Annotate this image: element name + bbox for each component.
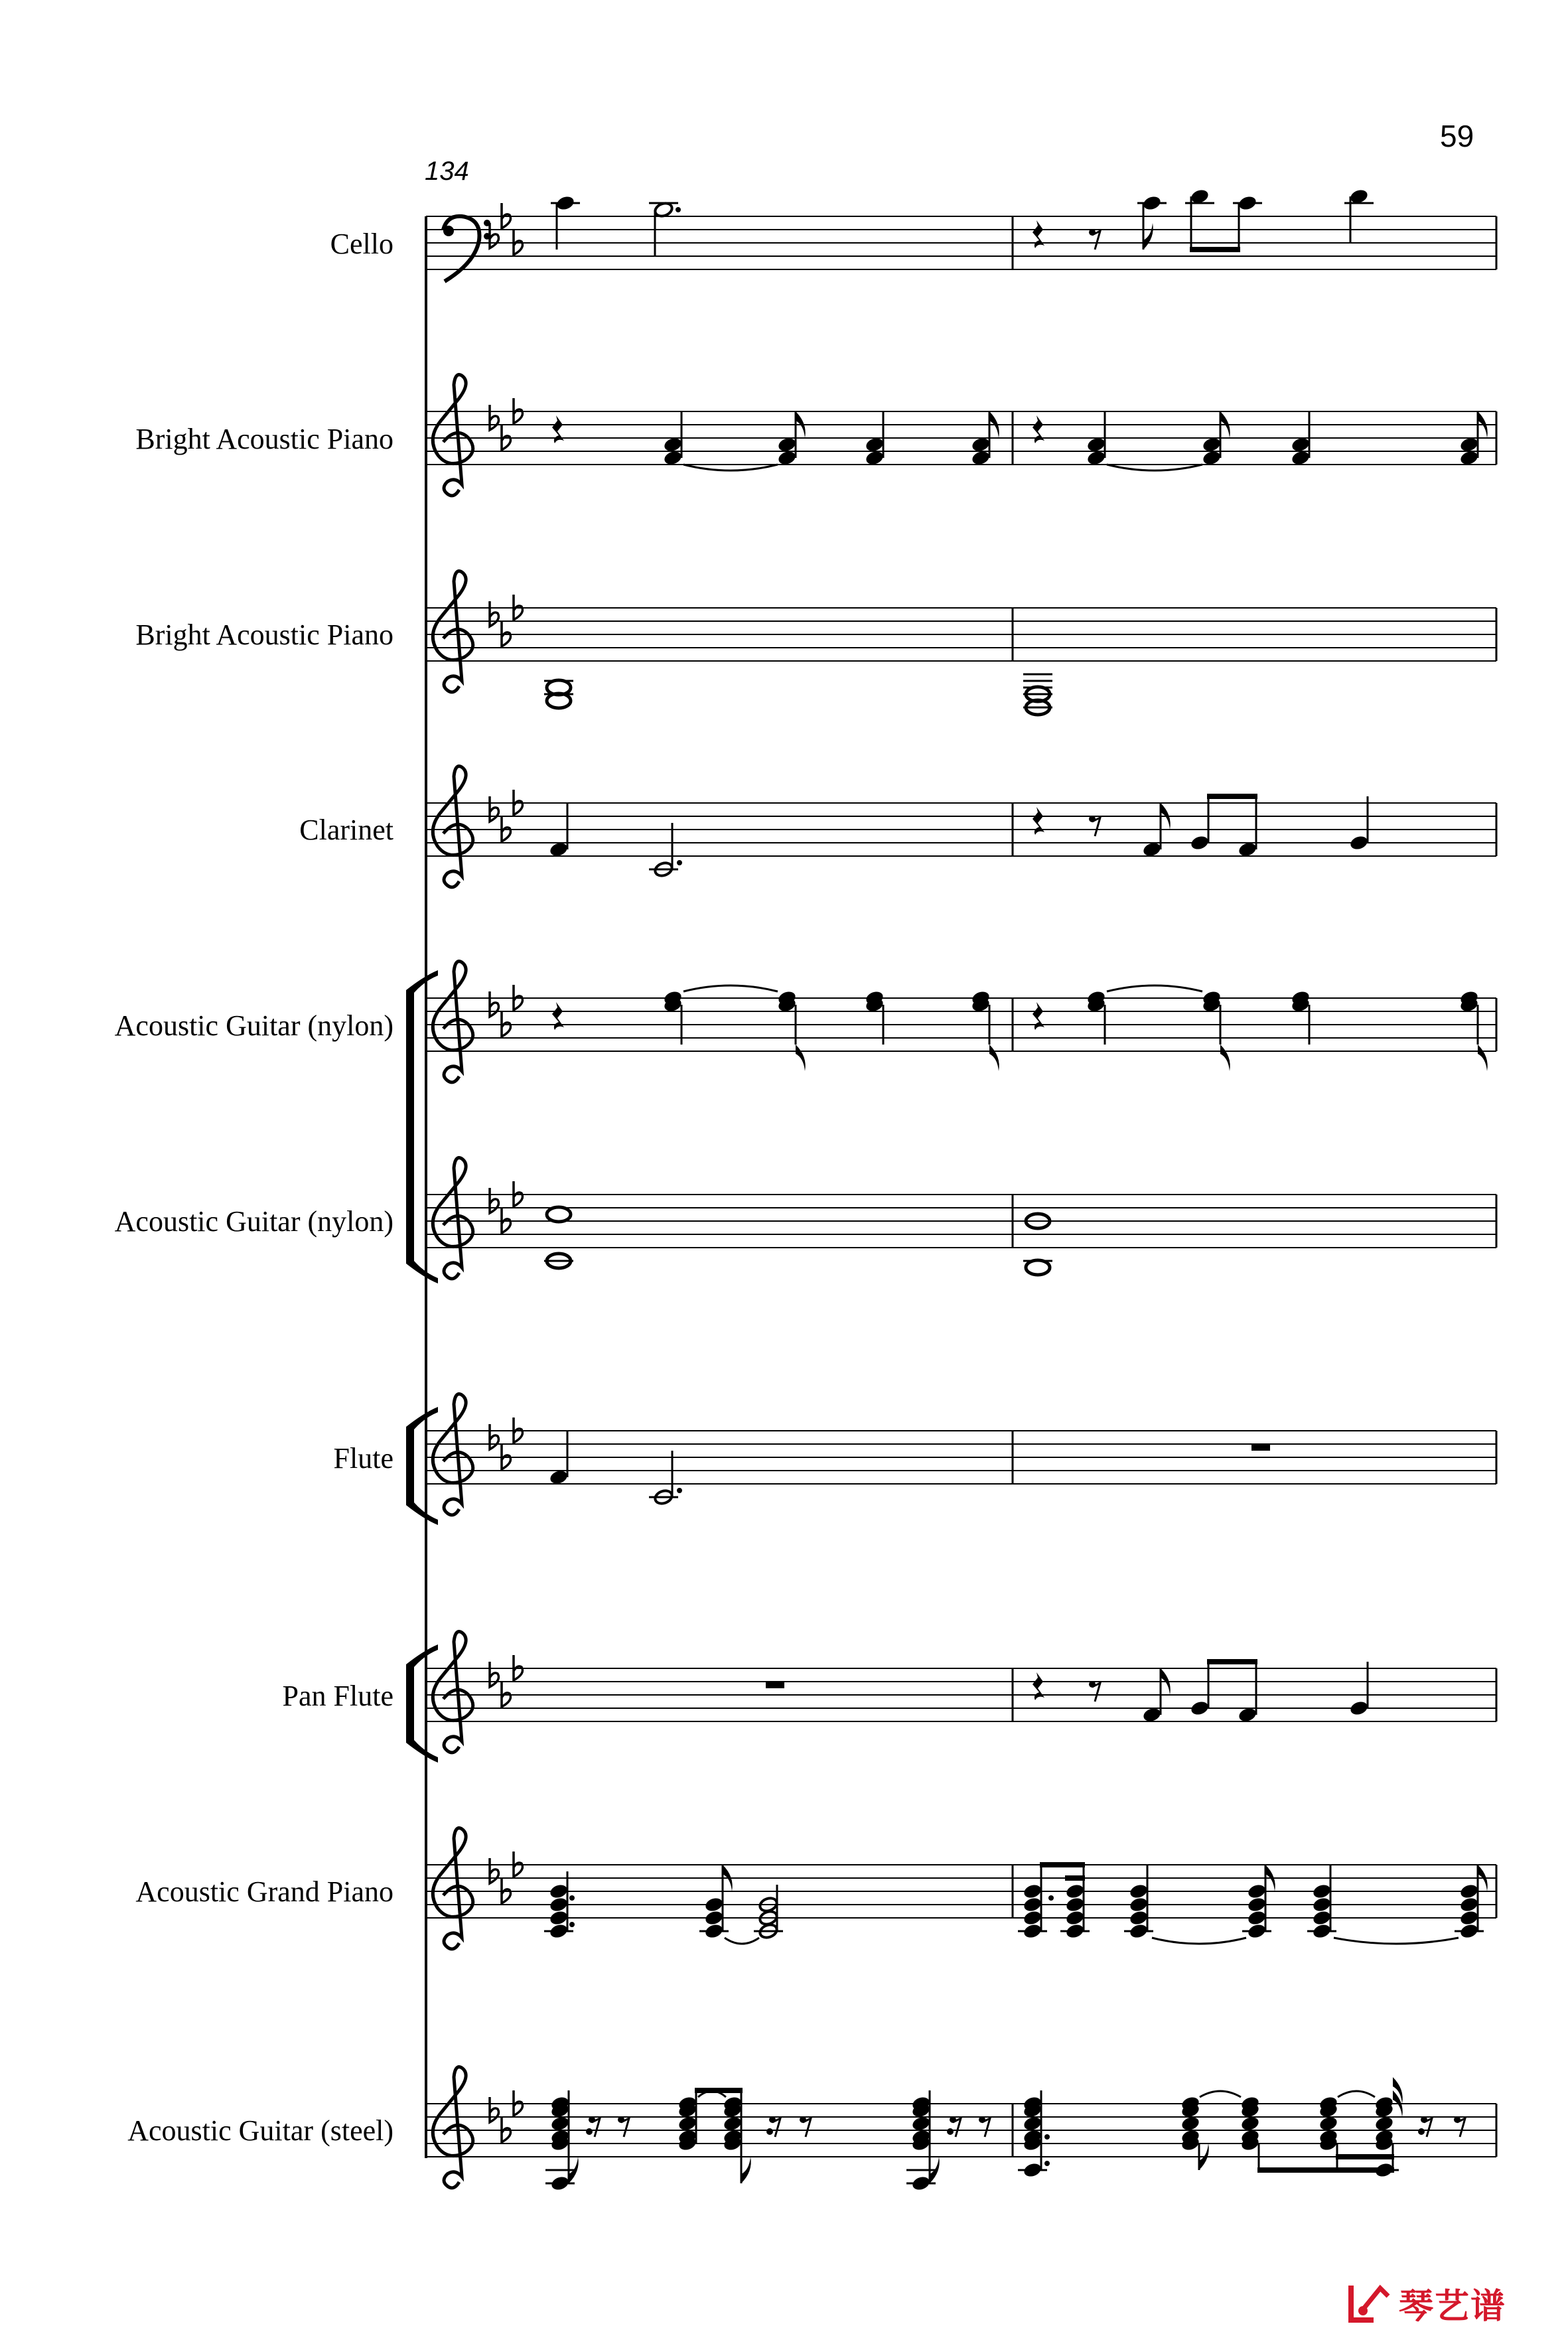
note-head: [1238, 194, 1258, 212]
flat-sign: [502, 425, 511, 450]
instrument-label-flute: Flute: [333, 1442, 393, 1475]
tie: [1107, 985, 1202, 991]
instrument-label-pan-flute: Pan Flute: [282, 1680, 393, 1712]
note-flag: [1220, 1045, 1230, 1071]
note-head: [549, 1896, 569, 1913]
flat-sign: [490, 223, 499, 248]
treble-clef-icon: [433, 1828, 472, 1949]
flat-sign: [514, 595, 523, 620]
note-head: [1459, 1883, 1480, 1900]
tie: [725, 1938, 759, 1944]
quarter-rest: [1033, 415, 1044, 443]
sixteenth-rest: [1418, 2128, 1425, 2135]
augmentation-dot: [677, 1488, 682, 1493]
augmentation-dot: [569, 1922, 575, 1927]
whole-note-head: [547, 1207, 571, 1222]
sixteenth-rest: [947, 2128, 954, 2135]
note-head: [1459, 1896, 1480, 1913]
note-head: [1190, 834, 1210, 851]
note-beam: [1040, 1862, 1085, 1867]
note-beam: [1065, 1875, 1085, 1881]
note-beam: [1336, 2154, 1394, 2159]
flat-sign: [502, 1878, 511, 1903]
note-head: [1023, 1883, 1043, 1900]
note-beam: [1207, 1659, 1257, 1664]
flat-sign: [514, 790, 523, 815]
note-head: [1349, 1700, 1370, 1717]
staff: [426, 803, 1496, 856]
note-head: [555, 194, 576, 212]
note-head: [1129, 1896, 1149, 1913]
flat-sign: [502, 621, 511, 646]
flat-sign: [490, 1662, 499, 1687]
flat-sign: [490, 2097, 499, 2122]
note-head: [1142, 194, 1163, 212]
note-head: [550, 2175, 571, 2192]
augmentation-dot: [677, 860, 682, 865]
staff: [426, 1865, 1496, 1918]
instrument-label-grand-piano: Acoustic Grand Piano: [135, 1875, 393, 1908]
treble-clef-icon: [433, 2067, 472, 2188]
note-head: [549, 1909, 569, 1927]
flat-sign: [490, 1188, 499, 1213]
tie: [683, 465, 778, 471]
treble-clef-icon: [433, 962, 472, 1082]
augmentation-dot: [1044, 2161, 1050, 2166]
quarter-rest: [1033, 1002, 1044, 1030]
flat-sign: [514, 230, 523, 255]
flat-sign: [490, 1858, 499, 1883]
flat-sign: [502, 203, 511, 228]
flat-sign: [514, 1181, 523, 1206]
flat-sign: [514, 1418, 523, 1443]
note-head: [1129, 1909, 1149, 1927]
instrument-label-guitar-nylon-1: Acoustic Guitar (nylon): [114, 1009, 393, 1042]
treble-clef-icon: [433, 1158, 472, 1279]
staff: [426, 216, 1496, 269]
note-head: [1129, 1883, 1149, 1900]
measure-number: 134: [425, 157, 469, 186]
augmentation-dot: [1048, 1895, 1054, 1901]
note-head: [1190, 1700, 1210, 1717]
treble-clef-icon: [433, 375, 472, 496]
whole-rest: [766, 1682, 784, 1688]
quarter-rest: [552, 1002, 564, 1030]
quarter-rest: [1033, 1672, 1044, 1700]
staff: [426, 1195, 1496, 1248]
flat-sign: [502, 1208, 511, 1233]
note-beam: [1190, 247, 1240, 252]
flat-sign: [514, 398, 523, 423]
note-head: [1247, 1883, 1267, 1900]
note-head: [704, 1909, 725, 1927]
instrument-label-bright-piano-2: Bright Acoustic Piano: [135, 618, 393, 651]
tie: [1200, 2091, 1241, 2097]
flat-sign: [502, 1444, 511, 1469]
note-head: [1312, 1883, 1332, 1900]
note-flag: [1478, 1045, 1488, 1071]
flat-sign: [514, 985, 523, 1010]
page-number: 59: [1440, 119, 1474, 153]
staff: [426, 608, 1496, 661]
quarter-rest: [552, 415, 564, 443]
sixteenth-rest: [586, 2128, 593, 2135]
note-head: [1065, 1883, 1086, 1900]
staff: [426, 1431, 1496, 1484]
instrument-label-bright-piano-1: Bright Acoustic Piano: [135, 423, 393, 455]
flat-sign: [502, 1682, 511, 1707]
quarter-rest: [1033, 807, 1044, 835]
note-head: [1247, 1909, 1267, 1927]
augmentation-dot: [1044, 2134, 1050, 2140]
treble-clef-icon: [433, 1632, 472, 1753]
flat-sign: [502, 2117, 511, 2142]
flat-sign: [490, 405, 499, 430]
note-head: [1459, 1909, 1480, 1927]
treble-clef-icon: [433, 766, 472, 887]
note-head: [1312, 1896, 1332, 1913]
instrument-label-cello: Cello: [330, 228, 393, 260]
tie: [1334, 1938, 1459, 1944]
augmentation-dot: [676, 207, 681, 212]
note-head: [1312, 1909, 1332, 1927]
note-head: [1247, 1896, 1267, 1913]
sixteenth-rest: [766, 2128, 773, 2135]
note-head: [1374, 2161, 1395, 2179]
staff: [426, 411, 1496, 465]
treble-clef-icon: [433, 1394, 472, 1515]
flat-sign: [514, 2090, 523, 2116]
flat-sign: [502, 1011, 511, 1037]
instrument-label-guitar-steel: Acoustic Guitar (steel): [127, 2114, 393, 2147]
note-beam: [1207, 794, 1257, 799]
note-flag: [989, 1045, 999, 1071]
flat-sign: [514, 1655, 523, 1680]
note-head: [1349, 834, 1370, 851]
whole-rest: [1251, 1444, 1270, 1451]
note-head: [704, 1896, 725, 1913]
augmentation-dot: [569, 1895, 575, 1901]
flat-sign: [514, 1852, 523, 1877]
tie: [683, 985, 778, 991]
flat-sign: [502, 816, 511, 841]
note-head: [549, 1883, 569, 1900]
note-flag: [796, 1045, 806, 1071]
tie: [1152, 1938, 1246, 1944]
treble-clef-icon: [433, 571, 472, 692]
staff: [426, 998, 1496, 1051]
instrument-label-guitar-nylon-2: Acoustic Guitar (nylon): [114, 1205, 393, 1238]
instrument-label-clarinet: Clarinet: [299, 814, 393, 846]
flat-sign: [490, 796, 499, 822]
watermark: [1347, 2280, 1506, 2326]
note-head: [911, 2175, 932, 2192]
note-head: [1023, 1909, 1043, 1927]
note-flag: [1143, 223, 1153, 250]
flat-sign: [490, 991, 499, 1017]
tie: [1338, 2091, 1375, 2097]
watermark-text: 琴艺谱: [1399, 2287, 1507, 2326]
quarter-rest: [1033, 220, 1044, 248]
flat-sign: [490, 601, 499, 626]
staff: [426, 1668, 1496, 1721]
note-head: [1065, 1909, 1086, 1927]
note-head: [1023, 1896, 1043, 1913]
music-note-logo-icon: [1347, 2282, 1393, 2324]
whole-note-head: [1026, 1260, 1050, 1275]
tie: [1107, 465, 1202, 471]
note-flag: [741, 2157, 751, 2183]
flat-sign: [490, 1424, 499, 1449]
note-head: [1065, 1896, 1086, 1913]
